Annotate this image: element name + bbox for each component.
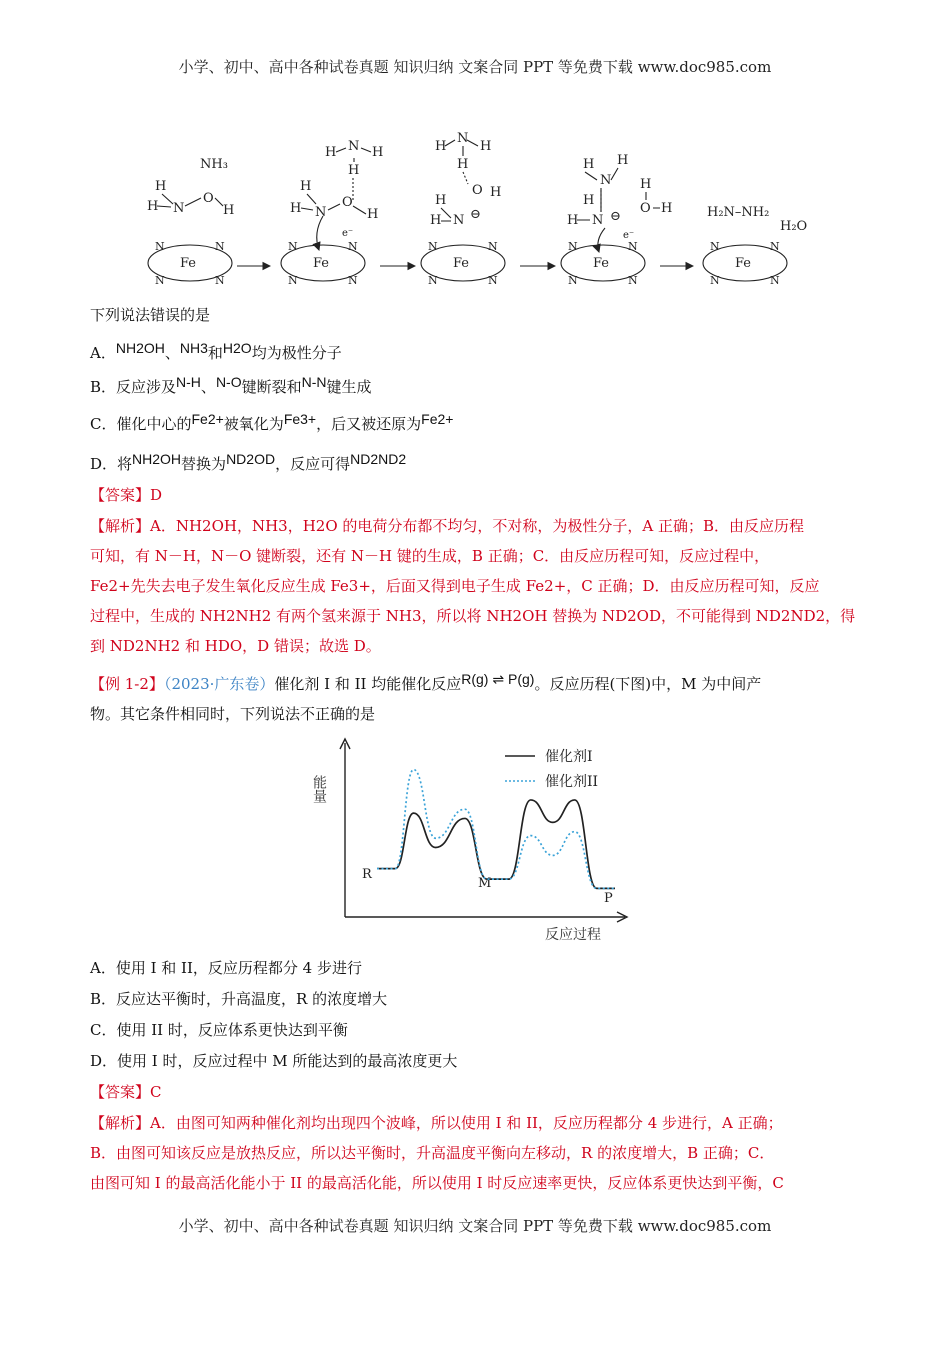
q2-answer: 【答案】C [90,1083,162,1101]
svg-text:H: H [435,193,447,208]
svg-text:O: O [203,191,214,206]
svg-text:N: N [628,274,638,287]
svg-text:H: H [490,185,502,200]
svg-text:Fe: Fe [735,256,752,271]
svg-text:H: H [583,193,595,208]
q1-analysis-line-3: Fe2+先失去电子发生氧化反应生成 Fe3+，后面又得到电子生成 Fe2+，C 正确；D．由反应历程可知，反应 [90,577,820,595]
page-footer: 小学、初中、高中各种试卷真题 知识归纳 文案合同 PPT 等免费下载 www.doc985.com [178,1217,772,1235]
energy-profile-chart [311,735,635,945]
svg-text:Fe: Fe [453,256,470,271]
q2-option-b: B．反应达平衡时，升高温度，R 的浓度增大 [90,990,388,1008]
svg-text:e⁻: e⁻ [342,228,354,239]
svg-text:N: N [710,274,720,287]
svg-text:H: H [457,157,469,172]
svg-text:H: H [480,139,492,154]
svg-text:H₂O: H₂O [780,219,808,234]
q1-analysis-line-4: 过程中，生成的 NH2NH2 有两个氢来源于 NH3，所以将 NH2OH 替换为 ND2OD，不可能得到 ND2ND2，得 [90,607,856,625]
svg-text:H: H [435,139,447,154]
svg-text:H: H [367,207,379,222]
q1-option-a: A．NH2OH、NH3和H2O均为极性分子 [90,340,342,362]
q1-analysis-line-1: 【解析】A．NH2OH，NH3，H2O 的电荷分布都不均匀，不对称，为极性分子，A 正确；B．由反应历程 [90,517,805,535]
svg-text:Fe: Fe [593,256,610,271]
svg-text:N: N [215,240,225,253]
q2-option-d: D．使用 I 时，反应过程中 M 所能达到的最高浓度更大 [90,1052,458,1070]
svg-text:N: N [288,240,298,253]
svg-text:N: N [288,274,298,287]
svg-text:N: N [173,201,185,216]
q1-option-c: C．催化中心的Fe2+被氧化为Fe3+，后又被还原为Fe2+ [90,411,454,433]
svg-text:N: N [488,240,498,253]
svg-text:N: N [568,274,578,287]
reaction-mechanism-diagram [135,128,825,300]
svg-text:H: H [348,163,360,178]
svg-text:H: H [290,201,302,216]
fe-center-rings [180,256,751,271]
page-header: 小学、初中、高中各种试卷真题 知识归纳 文案合同 PPT 等免费下载 www.doc985.com [178,58,772,76]
mechanism-step-3 [430,131,501,228]
q2-option-a: A．使用 I 和 II，反应历程都分 4 步进行 [90,959,362,977]
svg-text:H: H [567,213,579,228]
mechanism-step-4 [567,153,672,241]
svg-text:N: N [568,240,578,253]
svg-text:Fe: Fe [180,256,197,271]
mechanism-step-2 [290,139,383,239]
svg-text:H: H [147,199,159,214]
svg-text:H: H [325,145,337,160]
svg-text:N: N [710,240,720,253]
svg-text:H: H [155,179,167,194]
q1-analysis-line-2: 可知，有 N－H，N－O 键断裂，还有 N－H 键的生成，B 正确；C．由反应历程可知，反应过程中， [90,547,770,565]
svg-text:N: N [348,139,360,154]
svg-text:O: O [640,201,651,216]
svg-text:⊖: ⊖ [470,207,481,222]
svg-text:N: N [457,131,469,146]
point-label-r: R [362,867,372,882]
svg-text:N: N [155,274,165,287]
svg-text:N: N [348,240,358,253]
svg-text:H: H [617,153,629,168]
svg-text:O: O [342,195,353,210]
svg-text:N: N [488,274,498,287]
svg-text:N: N [592,213,604,228]
svg-text:N: N [453,213,465,228]
svg-text:H: H [300,179,312,194]
svg-text:N: N [348,274,358,287]
svg-text:H₂N–NH₂: H₂N–NH₂ [707,205,770,220]
legend-label-i: 催化剂I [545,749,593,765]
svg-text:H: H [223,203,235,218]
svg-text:N: N [428,274,438,287]
svg-text:Fe: Fe [313,256,330,271]
q1-stem: 下列说法错误的是 [90,306,211,324]
q1-answer: 【答案】D [90,486,163,504]
q2-analysis-line-1: 【解析】A．由图可知两种催化剂均出现四个波峰，所以使用 I 和 II，反应历程都分 4 步进行，A 正确； [90,1114,783,1132]
svg-text:N: N [600,173,612,188]
svg-text:⊖: ⊖ [610,209,621,224]
svg-text:N: N [428,240,438,253]
q2-option-c: C．使用 II 时，反应体系更快达到平衡 [90,1021,348,1039]
legend-label-ii: 催化剂II [545,774,599,790]
mechanism-step-1 [147,157,234,218]
svg-text:H: H [583,157,595,172]
svg-text:H: H [430,213,442,228]
q1-analysis-line-5: 到 ND2NH2 和 HDO，D 错误；故选 D。 [90,637,381,655]
svg-text:N: N [770,240,780,253]
svg-text:N: N [155,240,165,253]
svg-text:H: H [372,145,384,160]
q2-stem-line-1: 【例 1-2】（2023·广东卷）催化剂 I 和 II 均能催化反应R(g) ⇌ P(g)。反应历程(下图)中，M 为中间产 [90,671,762,693]
svg-text:H: H [661,201,673,216]
x-axis-label: 反应过程 [545,927,601,943]
q1-option-d: D．将NH2OH替换为ND2OD，反应可得ND2ND2 [90,451,407,473]
svg-text:NH₃: NH₃ [200,157,228,172]
svg-text:N: N [770,274,780,287]
q2-analysis-line-3: 由图可知 I 的最高活化能小于 II 的最高活化能，所以使用 I 时反应速率更快，反应体系更快达到平衡，C [90,1174,784,1192]
q2-analysis-line-2: B．由图可知该反应是放热反应，所以达平衡时，升高温度平衡向左移动，R 的浓度增大，B 正确；C． [90,1144,775,1162]
q1-option-b: B．反应涉及N-H、N-O键断裂和N-N键生成 [90,374,372,396]
svg-text:O: O [472,183,483,198]
svg-text:H: H [640,177,652,192]
svg-text:N: N [315,205,327,220]
svg-text:N: N [628,240,638,253]
point-label-p: P [604,891,613,906]
mechanism-step-5 [707,205,807,234]
svg-text:e⁻: e⁻ [623,230,635,241]
point-label-m: M [478,876,492,891]
q2-stem-line-2: 物。其它条件相同时，下列说法不正确的是 [90,705,376,723]
y-axis-label: 能量 [311,775,327,803]
svg-text:N: N [215,274,225,287]
series-line-catalyst-i [377,800,615,888]
